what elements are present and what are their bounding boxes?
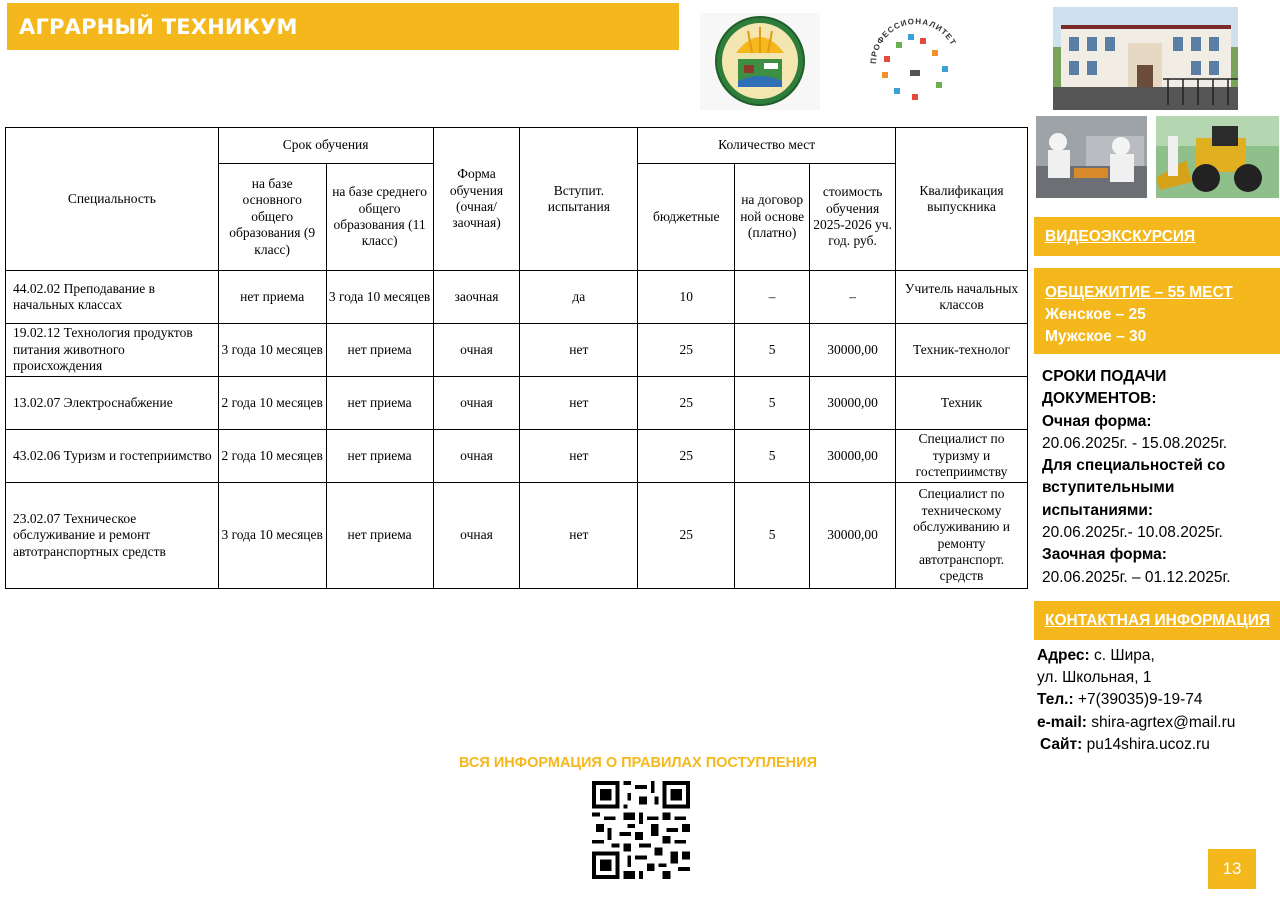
cell-specialty: 19.02.12 Технология продуктов питания животного происхождения — [6, 324, 219, 377]
cell-contract: 5 — [735, 377, 810, 430]
site-line: Сайт: pu14shira.ucoz.ru — [1040, 735, 1210, 753]
cell-exams: да — [520, 271, 638, 324]
cell-cost: 30000,00 — [810, 430, 896, 483]
cell-cost: 30000,00 — [810, 483, 896, 589]
cell-form: очная — [433, 483, 520, 589]
email-line: e-mail: shira-agrtex@mail.ru — [1037, 713, 1236, 731]
address-street: ул. Школьная, 1 — [1037, 669, 1152, 687]
phone-line: Тел.: +7(39035)9-19-74 — [1037, 691, 1203, 709]
parttime-label: Заочная форма: — [1042, 546, 1167, 564]
header-term-basic: на базе основного общего образования (9 класс) — [218, 164, 326, 271]
video-tour-link[interactable]: ВИДЕОЭКСКУРСИЯ — [1045, 228, 1196, 245]
header-term-secondary: на базе среднего общего образования (11 класс) — [326, 164, 433, 271]
specialties-table — [5, 127, 1028, 589]
admission-info-title: ВСЯ ИНФОРМАЦИЯ О ПРАВИЛАХ ПОСТУПЛЕНИЯ — [459, 755, 817, 771]
cell-exams: нет — [520, 324, 638, 377]
fulltime-label: Очная форма: — [1042, 412, 1152, 430]
exams-label: Для специальностей со вступительными испытаниями: — [1042, 457, 1226, 519]
cell-basic: нет приема — [218, 271, 326, 324]
site-link[interactable]: pu14shira.ucoz.ru — [1086, 735, 1210, 753]
table-row — [6, 430, 1028, 483]
tractor-photo — [1156, 116, 1279, 198]
cell-qualification: Специалист по техническому обслуживанию и ремонту автотранспорт. средств — [896, 483, 1028, 589]
cell-exams: нет — [520, 483, 638, 589]
cell-cost: 30000,00 — [810, 377, 896, 430]
header-form: Форма обучения (очная/ заочная) — [433, 128, 520, 271]
cell-secondary: нет приема — [326, 430, 433, 483]
cell-specialty: 13.02.07 Электроснабжение — [6, 377, 219, 430]
page-title: АГРАРНЫЙ ТЕХНИКУМ — [19, 15, 298, 39]
header-budget: бюджетные — [638, 164, 735, 271]
qr-code-icon[interactable] — [592, 781, 690, 879]
cell-exams: нет — [520, 430, 638, 483]
parttime-dates: 20.06.2025г. – 01.12.2025г. — [1042, 568, 1231, 586]
cell-secondary: нет приема — [326, 483, 433, 589]
cell-contract: 5 — [735, 483, 810, 589]
cell-qualification: Специалист по туризму и гостеприимству — [896, 430, 1028, 483]
email-address[interactable]: shira-agrtex@mail.ru — [1091, 713, 1236, 731]
contacts-block — [1037, 645, 1280, 756]
cell-form: очная — [433, 324, 520, 377]
header-specialty: Специальность — [6, 128, 219, 271]
header-places: Количество мест — [638, 128, 896, 164]
cell-basic: 3 года 10 месяцев — [218, 324, 326, 377]
cell-budget: 25 — [638, 377, 735, 430]
dormitory-title[interactable]: ОБЩЕЖИТИЕ – 55 МЕСТ — [1045, 284, 1233, 301]
cell-basic: 2 года 10 месяцев — [218, 377, 326, 430]
cell-cost: 30000,00 — [810, 324, 896, 377]
cell-basic: 2 года 10 месяцев — [218, 430, 326, 483]
video-tour-bar[interactable] — [1034, 217, 1280, 256]
building-photo — [1053, 7, 1238, 110]
contacts-bar[interactable] — [1034, 601, 1280, 640]
svg-text:ПРОФЕССИОНАЛИТЕТ — [869, 17, 958, 64]
title-banner — [7, 3, 679, 50]
cell-budget: 10 — [638, 271, 735, 324]
contacts-link[interactable]: КОНТАКТНАЯ ИНФОРМАЦИЯ — [1045, 612, 1271, 629]
header-contract: на договор ной основе (платно) — [735, 164, 810, 271]
cell-cost: – — [810, 271, 896, 324]
cell-qualification: Учитель начальных классов — [896, 271, 1028, 324]
table-row — [6, 377, 1028, 430]
cell-form: очная — [433, 377, 520, 430]
cell-secondary: нет приема — [326, 324, 433, 377]
header-exams: Вступит. испытания — [520, 128, 638, 271]
cell-specialty: 43.02.06 Туризм и гостеприимство — [6, 430, 219, 483]
dormitory-box — [1034, 268, 1280, 354]
professionalitet-arc-text: ПРОФЕССИОНАЛИТЕТ — [868, 16, 958, 65]
table-row — [6, 271, 1028, 324]
professionalitet-logo — [862, 10, 970, 107]
cell-specialty: 23.02.07 Техническое обслуживание и ремонт автотранспортных средств — [6, 483, 219, 589]
cell-budget: 25 — [638, 324, 735, 377]
page-number: 13 — [1208, 849, 1256, 889]
address-line: Адрес: с. Шира, — [1037, 647, 1155, 664]
cell-contract: 5 — [735, 324, 810, 377]
deadlines-block — [1042, 366, 1280, 589]
cell-qualification: Техник-технолог — [896, 324, 1028, 377]
phone-number[interactable]: +7(39035)9-19-74 — [1077, 691, 1203, 709]
cell-form: очная — [433, 430, 520, 483]
header-cost: стоимость обучения 2025-2026 уч. год. руб. — [810, 164, 896, 271]
kitchen-photo — [1036, 116, 1147, 198]
table-row — [6, 324, 1028, 377]
cell-secondary: нет приема — [326, 377, 433, 430]
deadlines-title: СРОКИ ПОДАЧИ ДОКУМЕНТОВ: — [1042, 368, 1167, 408]
cell-contract: 5 — [735, 430, 810, 483]
exams-dates: 20.06.2025г.- 10.08.2025г. — [1042, 524, 1223, 542]
ministry-logo — [700, 13, 820, 110]
dormitory-male: Мужское – 30 — [1045, 328, 1147, 345]
cell-basic: 3 года 10 месяцев — [218, 483, 326, 589]
header-term: Срок обучения — [218, 128, 433, 164]
header-qualification: Квалификация выпускника — [896, 128, 1028, 271]
cell-secondary: 3 года 10 месяцев — [326, 271, 433, 324]
cell-budget: 25 — [638, 483, 735, 589]
cell-specialty: 44.02.02 Преподавание в начальных классах — [6, 271, 219, 324]
cell-form: заочная — [433, 271, 520, 324]
cell-budget: 25 — [638, 430, 735, 483]
cell-contract: – — [735, 271, 810, 324]
fulltime-dates: 20.06.2025г. - 15.08.2025г. — [1042, 434, 1228, 452]
table-row — [6, 483, 1028, 589]
cell-qualification: Техник — [896, 377, 1028, 430]
cell-exams: нет — [520, 377, 638, 430]
dormitory-female: Женское – 25 — [1045, 306, 1146, 323]
